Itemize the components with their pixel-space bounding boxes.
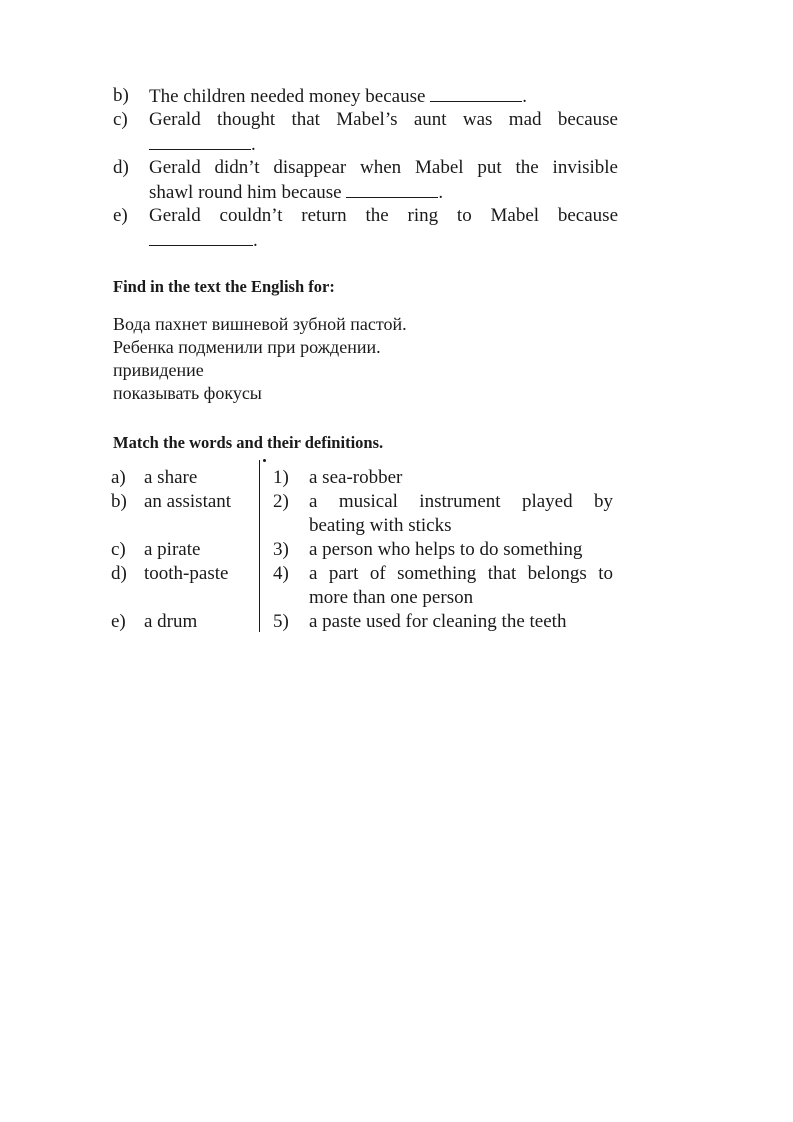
worksheet-page: b) The children needed money because . c) Gerald thought that Mabel’s aunt was mad because . d) Gerald didn’t disappear when Mabel put the invisible shawl round him because . e) Gerald couldn’t return the ring to Mabel because . Find in the text the English for: Вода пахнет вишневой зубной пастой. Ребенка подменили при рождении. привидение показывать фокусы Match the words and their definitions. a) a share b) an assistant c) a pirate d) tooth-paste e) a drum 1) a sea-robber 2) a musical instrument played by beating with sticks 3) a person who helps to do something 4) a part of something that belongs to more than one person 5) a paste used for cleaning the teeth [111,85,618,632]
item-text: Gerald didn’t disappear when Mabel put the invisible [149,157,618,178]
item-marker: e) [113,205,128,226]
item-marker: c) [113,109,128,130]
russian-phrase: показывать фокусы [113,383,262,403]
russian-phrase: Вода пахнет вишневой зубной пастой. [113,314,407,334]
item-marker: b) [113,85,129,106]
answer-blank [149,228,253,246]
item-text: Gerald thought that Mabel’s aunt was mad because [149,109,618,130]
russian-phrase: Ребенка подменили при рождении. [113,337,381,357]
column-divider [259,460,260,632]
item-marker: d) [113,157,129,178]
answer-blank [346,180,438,198]
answer-blank [149,132,251,150]
item-text: Gerald couldn’t return the ring to Mabel because [149,205,618,226]
item-text: The children needed money because . [149,86,527,107]
divider-dot [263,459,266,462]
find-english-heading: Find in the text the English for: [113,277,335,296]
russian-phrase: привидение [113,360,204,380]
match-heading: Match the words and their definitions. [113,433,384,452]
answer-blank [430,84,522,102]
